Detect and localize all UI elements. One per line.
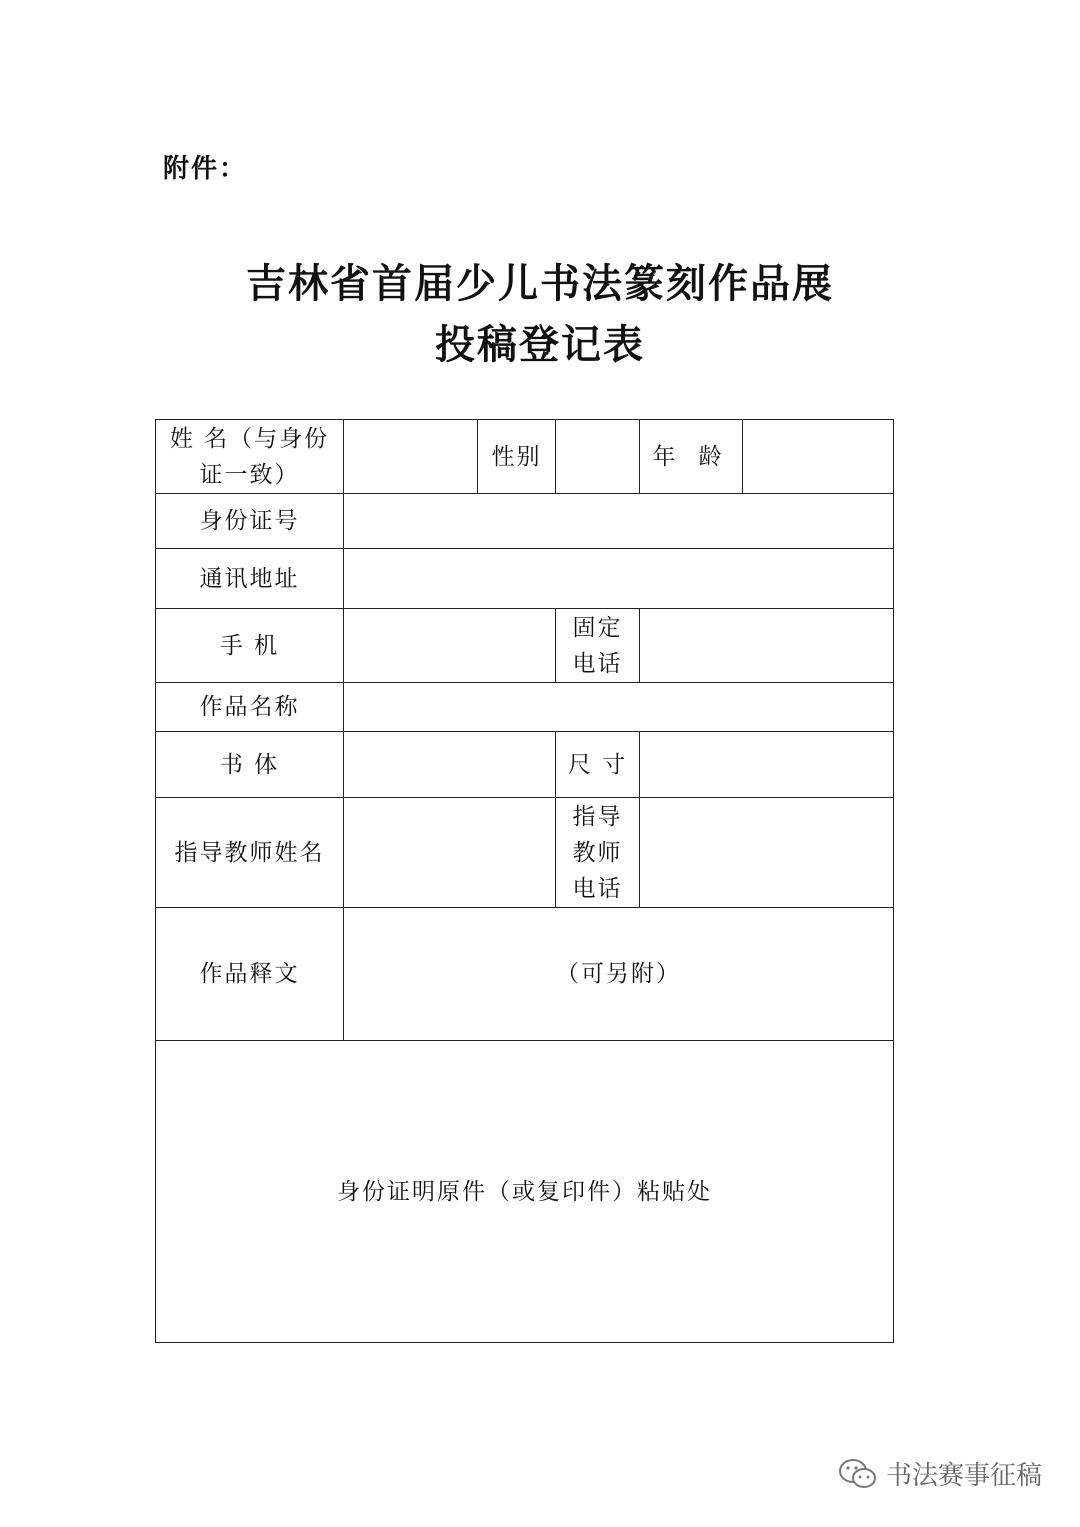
form-title: 吉林省首届少儿书法篆刻作品展 — [246, 260, 834, 307]
name-label-line1: 姓 名（与身份 — [169, 425, 330, 452]
gender-label: 性别 — [478, 420, 556, 494]
row-name — [156, 420, 894, 494]
name-label-cell — [156, 420, 344, 494]
teacher-phone-label-line2: 教师 — [572, 839, 623, 866]
age-label: 年 龄 — [640, 420, 743, 494]
wechat-icon — [838, 1457, 878, 1491]
address-field[interactable] — [344, 549, 894, 609]
age-field[interactable] — [743, 420, 894, 494]
gender-field[interactable] — [556, 420, 640, 494]
registration-form-table — [155, 419, 894, 1343]
row-transcription — [156, 908, 894, 1041]
teacher-phone-field[interactable] — [640, 798, 894, 908]
row-teacher — [156, 798, 894, 908]
form-subtitle: 投稿登记表 — [435, 321, 645, 368]
script-style-field[interactable] — [344, 732, 556, 798]
address-label: 通讯地址 — [156, 549, 344, 609]
row-id-number — [156, 494, 894, 549]
work-title-field[interactable] — [344, 683, 894, 732]
size-field[interactable] — [640, 732, 894, 798]
row-style-size — [156, 732, 894, 798]
mobile-label: 手 机 — [156, 609, 344, 683]
row-id-paste — [156, 1041, 894, 1343]
landline-label-line2: 电话 — [572, 650, 623, 677]
id-paste-label: 身份证明原件（或复印件）粘贴处 — [337, 1178, 712, 1205]
attachment-label: 附件： — [163, 154, 248, 184]
row-phone — [156, 609, 894, 683]
mobile-field[interactable] — [344, 609, 556, 683]
script-style-label: 书 体 — [156, 732, 344, 798]
id-number-label: 身份证号 — [156, 494, 344, 549]
teacher-phone-label-cell — [556, 798, 640, 908]
landline-field[interactable] — [640, 609, 894, 683]
work-title-label: 作品名称 — [156, 683, 344, 732]
teacher-phone-label-line3: 电话 — [572, 875, 623, 902]
landline-label-cell — [556, 609, 640, 683]
name-label-line2: 证一致） — [199, 461, 300, 488]
teacher-name-label: 指导教师姓名 — [156, 798, 344, 908]
landline-label-line1: 固定 — [572, 614, 623, 641]
teacher-name-field[interactable] — [344, 798, 556, 908]
row-address — [156, 549, 894, 609]
id-number-field[interactable] — [344, 494, 894, 549]
size-label: 尺 寸 — [556, 732, 640, 798]
transcription-field[interactable] — [344, 908, 894, 1041]
watermark-text: 书法赛事征稿 — [886, 1461, 1043, 1491]
row-work-title — [156, 683, 894, 732]
transcription-note: （可另附） — [556, 961, 681, 987]
teacher-phone-label-line1: 指导 — [572, 803, 623, 830]
id-paste-area[interactable] — [156, 1041, 894, 1343]
name-field[interactable] — [344, 420, 478, 494]
transcription-label: 作品释文 — [156, 908, 344, 1041]
watermark — [838, 1455, 1042, 1492]
